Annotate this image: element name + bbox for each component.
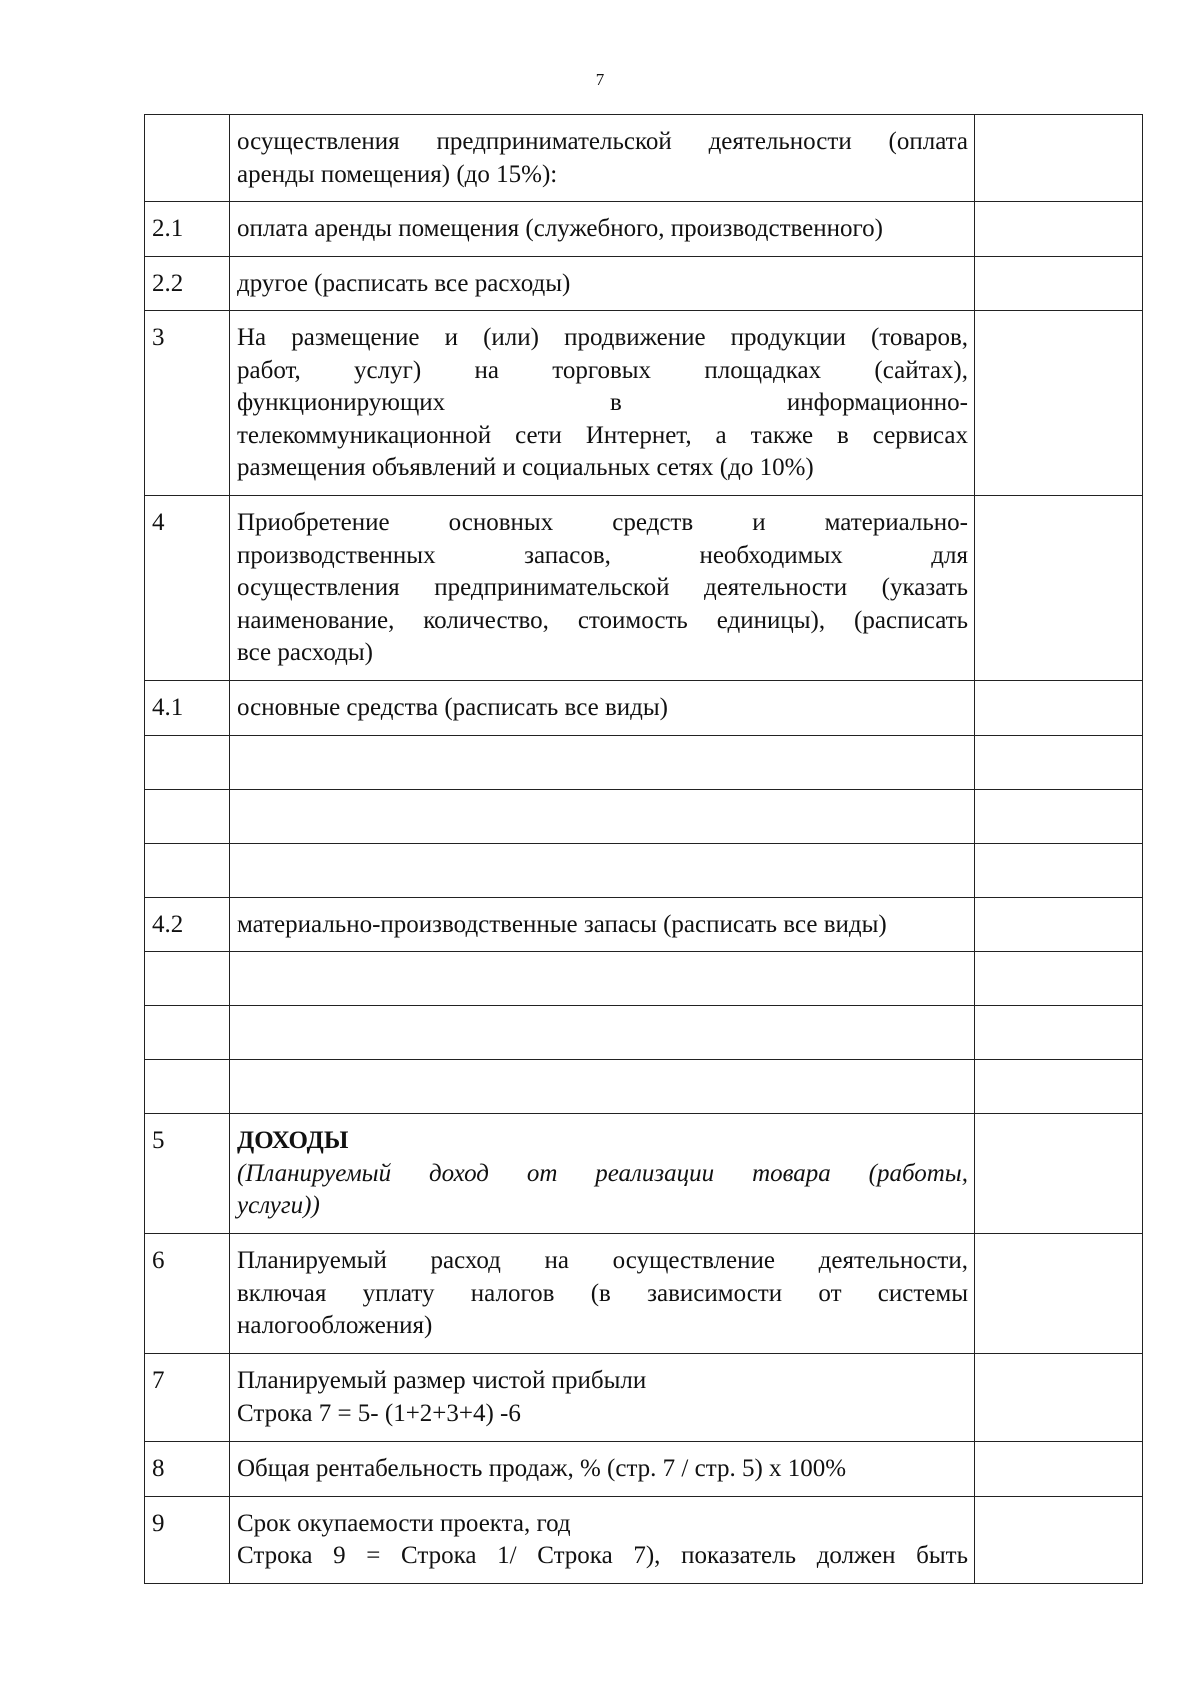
description-line: другое (расписать все расходы) (237, 269, 571, 297)
description-line: осуществления предпринимательской деятельности (указать (237, 574, 968, 601)
row-amount-cell[interactable] (975, 897, 1143, 952)
row-description-cell (230, 1354, 975, 1442)
description-line: аренды помещения) (до 15%): (237, 160, 558, 188)
table-row (145, 202, 1143, 257)
page-number: 7 (595, 70, 605, 89)
row-amount-cell[interactable] (975, 311, 1143, 496)
row-description-cell (230, 789, 975, 843)
table-body (145, 115, 1143, 1584)
row-number-cell: 2.2 (145, 256, 230, 311)
description-line: Строка 7 = 5- (1+2+3+4) -6 (237, 1399, 521, 1427)
description-line: наименование, количество, стоимость единицы), (расписать (237, 606, 968, 634)
row-number-cell: 3 (145, 311, 230, 496)
description-line: производственных запасов, необходимых для (237, 541, 968, 569)
row-number-cell: 4.2 (145, 897, 230, 952)
table-row (145, 1496, 1143, 1583)
row-number-cell (145, 789, 230, 843)
description-line: Строка 9 = Строка 1/ Строка 7), показатель должен быть (237, 1542, 968, 1569)
row-amount-cell[interactable] (975, 1006, 1143, 1060)
table-row (145, 952, 1143, 1006)
description-line: Срок окупаемости проекта, год (237, 1509, 571, 1537)
row-description-cell (230, 681, 975, 736)
description-line: Планируемый расход на осуществление деятельности, (237, 1247, 968, 1274)
row-description-cell (230, 1496, 975, 1583)
row-description-cell (230, 735, 975, 789)
row-number-cell: 7 (145, 1354, 230, 1442)
row-amount-cell[interactable] (975, 735, 1143, 789)
row-number-cell (145, 843, 230, 897)
table-row (145, 1060, 1143, 1114)
row-amount-cell[interactable] (975, 115, 1143, 202)
row-amount-cell[interactable] (975, 1354, 1143, 1442)
description-line: основные средства (расписать все виды) (237, 694, 668, 721)
section-title: ДОХОДЫ (237, 1127, 349, 1154)
row-number-cell: 4.1 (145, 681, 230, 736)
table-row (145, 1006, 1143, 1060)
row-description-cell (230, 202, 975, 257)
description-line: Общая рентабельность продаж, % (стр. 7 / стр. 5) х 100% (237, 1455, 847, 1482)
row-description-cell (230, 115, 975, 202)
row-description-cell (230, 1006, 975, 1060)
table-row (145, 496, 1143, 681)
row-number-cell (145, 952, 230, 1006)
description-line: На размещение и (или) продвижение продукции (товаров, (237, 324, 968, 351)
row-amount-cell[interactable] (975, 1442, 1143, 1497)
section-subtitle-line: (Планируемый доход от реализации товара (работы, (237, 1159, 968, 1187)
row-number-cell (145, 735, 230, 789)
row-description-cell (230, 256, 975, 311)
table-row (145, 115, 1143, 202)
row-number-cell: 4 (145, 496, 230, 681)
row-description-cell (230, 1114, 975, 1234)
table-row (145, 1354, 1143, 1442)
table-row (145, 735, 1143, 789)
row-amount-cell[interactable] (975, 789, 1143, 843)
row-amount-cell[interactable] (975, 952, 1143, 1006)
row-amount-cell[interactable] (975, 1234, 1143, 1354)
row-amount-cell[interactable] (975, 1496, 1143, 1583)
description-line: Приобретение основных средств и материально- (237, 509, 968, 536)
table-row (145, 1114, 1143, 1234)
row-description-cell (230, 1234, 975, 1354)
row-amount-cell[interactable] (975, 843, 1143, 897)
row-description-cell (230, 311, 975, 496)
row-number-cell: 2.1 (145, 202, 230, 257)
description-line: размещения объявлений и социальных сетях (до 10%) (237, 454, 814, 481)
row-amount-cell[interactable] (975, 496, 1143, 681)
table-row (145, 789, 1143, 843)
table-row (145, 897, 1143, 952)
description-line: Планируемый размер чистой прибыли (237, 1367, 647, 1394)
description-line: включая уплату налогов (в зависимости от системы (237, 1279, 968, 1307)
row-number-cell (145, 1060, 230, 1114)
description-line: телекоммуникационной сети Интернет, а также в сервисах (237, 421, 968, 449)
row-description-cell (230, 843, 975, 897)
row-amount-cell[interactable] (975, 1114, 1143, 1234)
table-row (145, 256, 1143, 311)
row-description-cell (230, 952, 975, 1006)
row-description-cell (230, 1442, 975, 1497)
table-row (145, 681, 1143, 736)
row-number-cell (145, 1006, 230, 1060)
row-number-cell: 9 (145, 1496, 230, 1583)
table-row (145, 1442, 1143, 1497)
row-number-cell: 6 (145, 1234, 230, 1354)
description-line: осуществления предпринимательской деятельности (оплата (237, 128, 968, 155)
row-number-cell: 8 (145, 1442, 230, 1497)
description-line: работ, услуг) на торговых площадках (сайтах), (237, 356, 968, 384)
table-row (145, 843, 1143, 897)
row-number-cell (145, 115, 230, 202)
row-amount-cell[interactable] (975, 1060, 1143, 1114)
row-amount-cell[interactable] (975, 202, 1143, 257)
section-subtitle-line: услуги)) (237, 1192, 320, 1219)
description-line: налогообложения) (237, 1312, 433, 1339)
description-line: материально-производственные запасы (расписать все виды) (237, 910, 887, 938)
row-description-cell (230, 496, 975, 681)
row-amount-cell[interactable] (975, 256, 1143, 311)
description-line: оплата аренды помещения (служебного, производственного) (237, 215, 883, 242)
table-row (145, 1234, 1143, 1354)
row-description-cell (230, 897, 975, 952)
row-number-cell: 5 (145, 1114, 230, 1234)
description-line: все расходы) (237, 639, 373, 666)
description-line: функционирующих в информационно- (237, 389, 968, 416)
budget-table (144, 114, 1143, 1584)
row-description-cell (230, 1060, 975, 1114)
row-amount-cell[interactable] (975, 681, 1143, 736)
table-row (145, 311, 1143, 496)
